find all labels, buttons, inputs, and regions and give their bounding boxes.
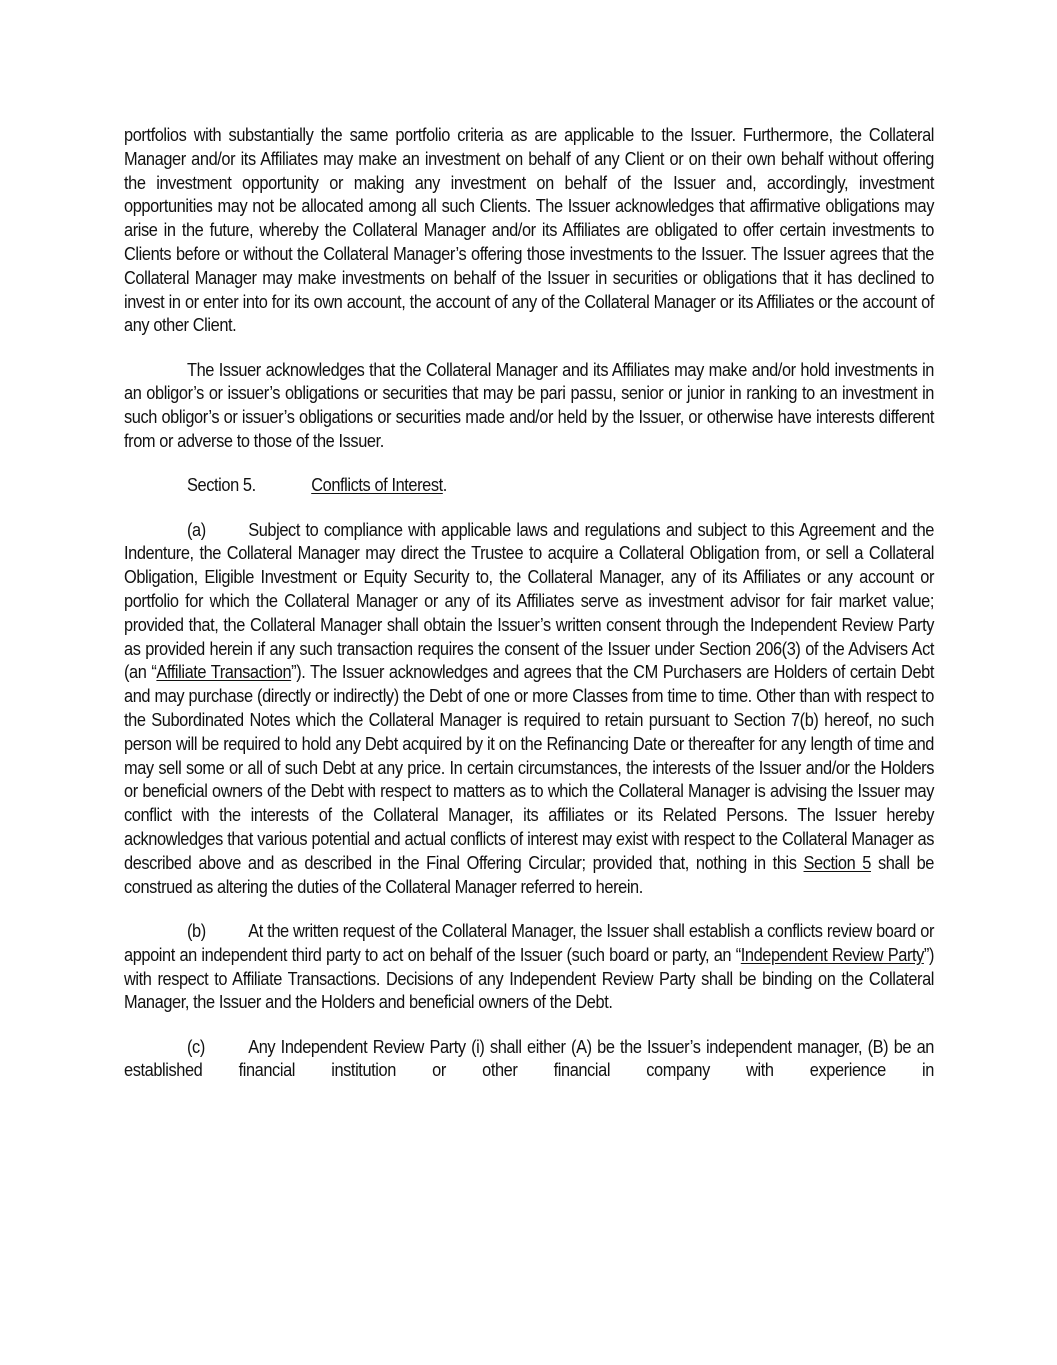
defined-term-affiliate-transaction: Affiliate Transaction — [156, 662, 292, 683]
paragraph-c-label: (c) — [187, 1036, 205, 1057]
paragraph-a — [124, 519, 934, 900]
section-title-period: . — [442, 475, 447, 496]
paragraph-issuer-acknowledges: The Issuer acknowledges that the Collateral Manager and its Affiliates may make and/or hold investments in an obligor’s or issuer’s obligations or securities that may be pari passu, senior or junior in ranking to an investment in such obligor’s or issuer’s obligations or securities made and/or held by the Issuer, or otherwise have interests different from or adverse to those of the Issuer. — [124, 359, 934, 452]
paragraph-a-text-3: shall be construed as altering the duties of the Collateral Manager referred to herein. — [124, 852, 934, 897]
document-page — [124, 124, 934, 1104]
paragraph-continued: portfolios with substantially the same portfolio criteria as are applicable to the Issuer. Furthermore, the Collateral Manager and/or its Affiliates may make an investment on behalf of any Client or on their own behalf without offering the investment opportunity or making any investment on behalf of the Issuer and, accordingly, investment opportunities may not be allocated among all such Clients. The Issuer acknowledges that affirmative obligations may arise in the future, whereby the Collateral Manager and/or its Affiliates are obligated to offer certain investments to Clients before or without the Collateral Manager’s offering those investments to the Issuer. The Issuer agrees that the Collateral Manager may make investments on behalf of the Issuer in securities or obligations that it has declined to invest in or enter into for its own account, the account of any of the Collateral Manager or its Affiliates or the account of any other Client. — [124, 125, 934, 336]
section-heading — [124, 474, 934, 498]
paragraph-b-text-1: At the written request of the Collateral Manager, the Issuer shall establish a conflicts review board or appoint an independent third party to act on behalf of the Issuer (such board or party, an “ — [124, 920, 934, 965]
paragraph-a-label: (a) — [187, 519, 206, 540]
paragraph-c-text-1: Any Independent Review Party (i) shall either (A) be the Issuer’s independent manager, (B) be an established financial institution or other financial company with experience in — [124, 1036, 934, 1081]
paragraph-a-text-1: Subject to compliance with applicable laws and regulations and subject to this Agreement and the Indenture, the Collateral Manager may direct the Trustee to acquire a Collateral Obligation from, or sell a Collateral Obligation, Eligible Investment or Equity Security to, the Collateral Manager, any of its Affiliates or any account or portfolio for which the Collateral Manager or any of its Affiliates serve as investment advisor for fair market value; provided that, the Collateral Manager shall obtain the Issuer’s written consent through the Independent Review Party as provided herein if any such transaction requires the consent of the Issuer under Section 206(3) of the Advisers Act (an “ — [124, 519, 934, 683]
paragraph-a-text-2: ”). The Issuer acknowledges and agrees that the CM Purchasers are Holders of certain Debt and may purchase (directly or indirectly) the Debt of one or more Classes from time to time. Other than with respect to the Subordinated Notes which the Collateral Manager is required to retain pursuant to Section 7(b) hereof, no such person will be required to hold any Debt acquired by it on the Refinancing Date or thereafter for any length of time and may sell some or all of such Debt at any price. In certain circumstances, the interests of the Issuer and/or the Holders or beneficial owners of the Debt with respect to matters as to which the Collateral Manager is advising the Issuer may conflict with the interests of the Collateral Manager, its affiliates or its Related Persons. The Issuer hereby acknowledges that various potential and actual conflicts of interest may exist with respect to the Collateral Manager as described above and as described in the Final Offering Circular; provided that, nothing in this — [124, 662, 934, 873]
defined-term-independent-review-party: Independent Review Party — [740, 944, 924, 965]
section-5-reference: Section 5 — [803, 852, 871, 873]
section-number: Section 5. — [187, 475, 256, 496]
section-title: Conflicts of Interest — [311, 475, 443, 496]
paragraph-b-label: (b) — [187, 920, 206, 941]
paragraph-b-text-2: ”) with respect to Affiliate Transactions. Decisions of any Independent Review Party shall be binding on the Collateral Manager, the Issuer and the Holders and beneficial owners of the Debt. — [124, 944, 935, 1013]
paragraph-b — [124, 920, 934, 1015]
paragraph-c — [124, 1036, 934, 1084]
